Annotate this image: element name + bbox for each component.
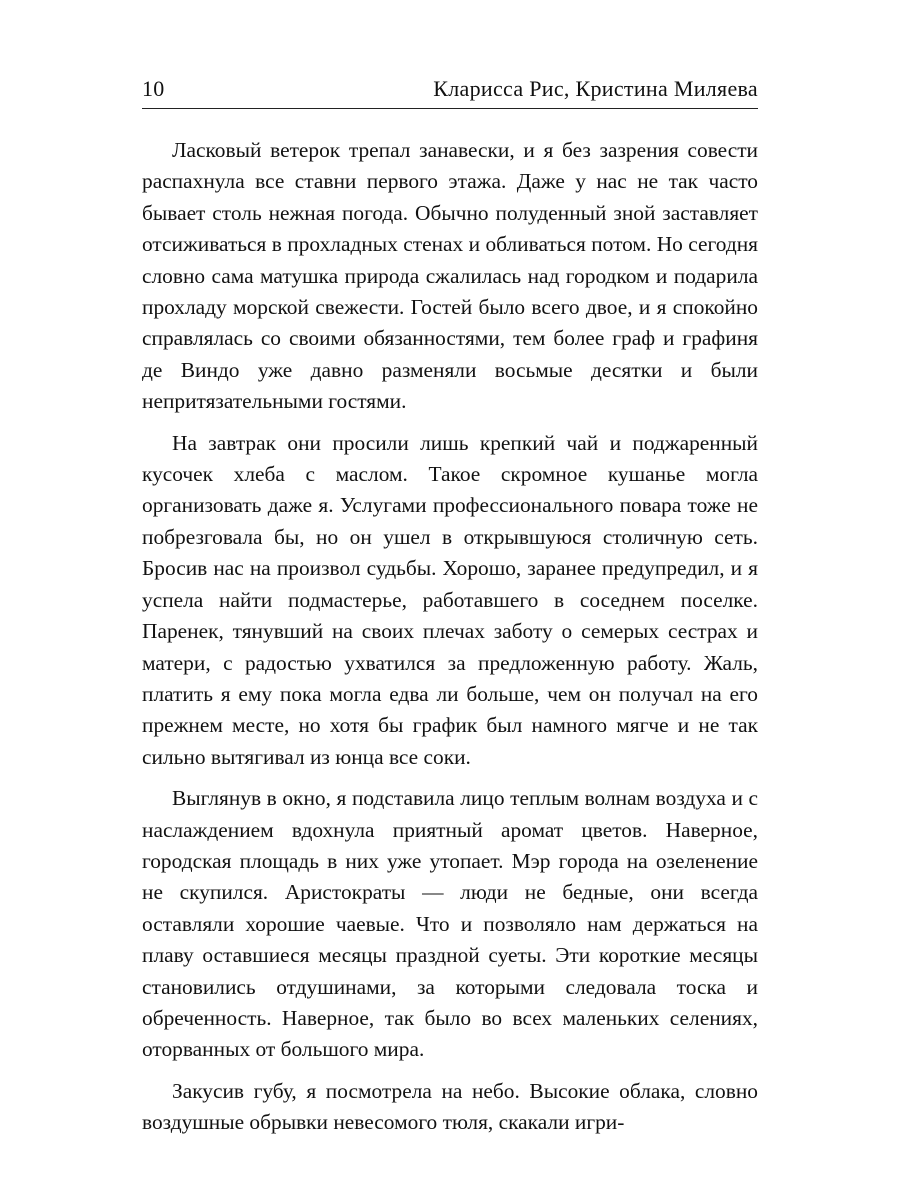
paragraph: На завтрак они просили лишь крепкий чай и поджаренный кусочек хлеба с маслом. Такое скромное кушанье могла организовать даже я. Услугами профессионального повара тоже не побрезговала бы, но он ушел в открывшуюся столичную сеть. Бросив нас на произвол судьбы. Хорошо, заранее предупредил, и я успела найти подмастерье, работавшего в соседнем поселке. Паренек, тянувший на своих плечах заботу о семерых сестрах и матери, с радостью ухватился за предложенную работу. Жаль, платить я ему пока могла едва ли больше, чем он получал на его прежнем месте, но хотя бы график был намного мягче и не так сильно вытягивал из юнца все соки. [142,430,758,769]
paragraph: Выглянув в окно, я подставила лицо теплым волнам воздуха и с наслаждением вдохнула приятный аромат цветов. Наверное, городская площадь в них уже утопает. Мэр города на озеленение не скупился. Аристократы — люди не бедные, они всегда оставляли хорошие чаевые. Что и позволяло нам держаться на плаву оставшиеся месяцы праздной суеты. Эти короткие месяцы становились отдушинами, за которыми следовала тоска и обреченность. Наверное, так было во всех маленьких селениях, оторванных от большого мира. [142,786,758,1062]
body-text [142,135,758,1139]
running-title: Кларисса Рис, Кристина Миляева [433,76,758,101]
running-header [142,64,758,109]
page-number: 10 [142,76,165,101]
book-page [142,64,758,1144]
paragraph: Ласковый ветерок трепал занавески, и я без зазрения совести распахнула все ставни первого этажа. Даже у нас не так часто бывает столь нежная погода. Обычно полуденный зной заставляет отсиживаться в прохладных стенах и обливаться потом. Но сегодня словно сама матушка природа сжалилась над городком и подарила прохладу морской свежести. Гостей было всего двое, и я спокойно справлялась со своими обязанностями, тем более граф и графиня де Виндо уже давно разменяли восьмые десятки и были непритязательными гостями. [142,138,758,414]
paragraph: Закусив губу, я посмотрела на небо. Высокие облака, словно воздушные обрывки невесомого тюля, скакали игри- [142,1078,758,1135]
